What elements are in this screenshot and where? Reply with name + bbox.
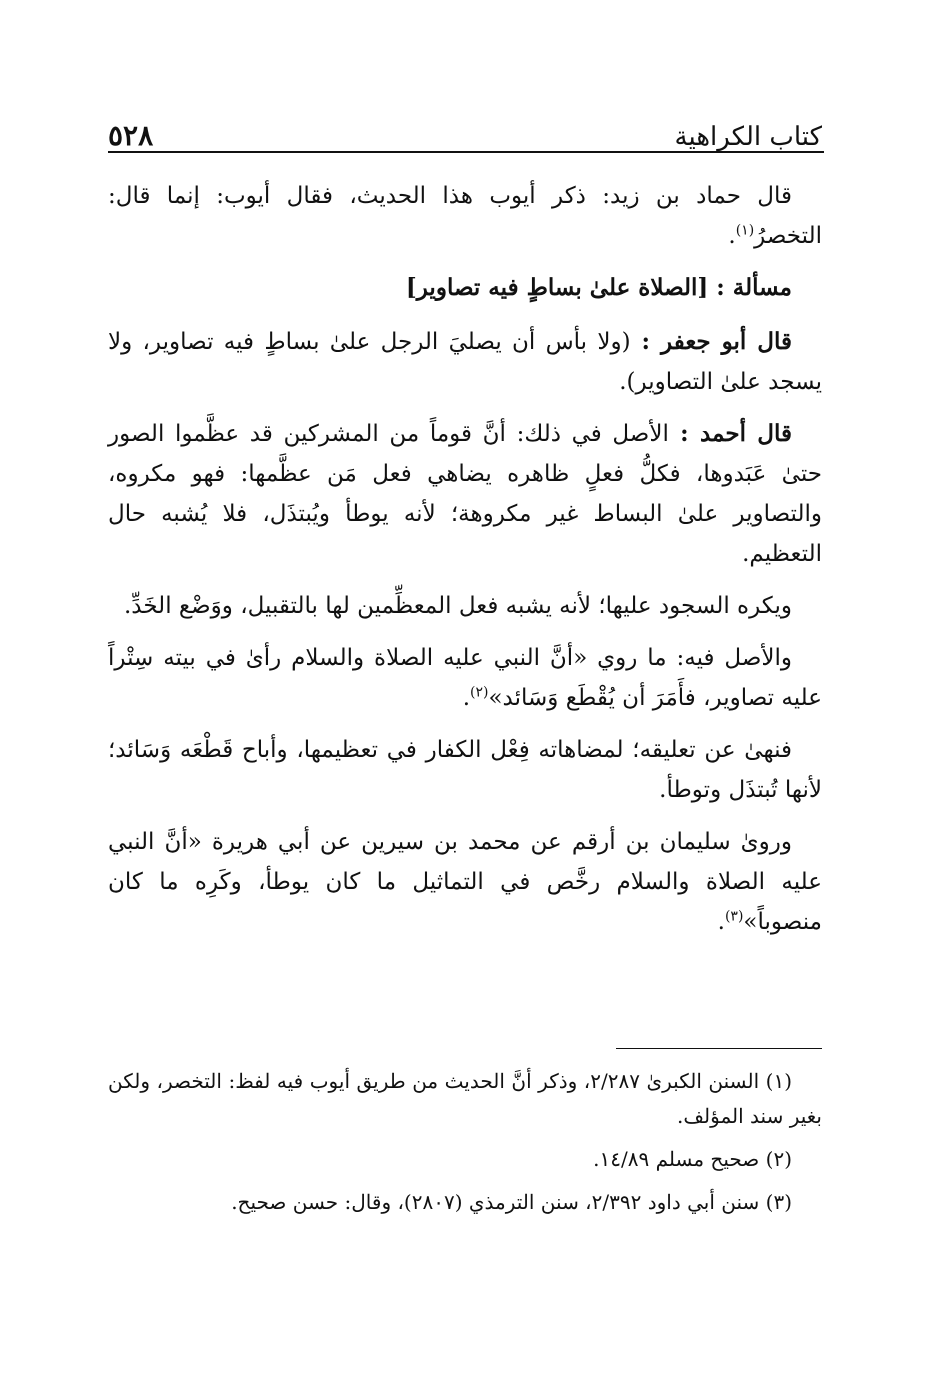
paragraph-2 [108, 322, 822, 402]
section-heading [108, 268, 822, 308]
paragraph-3 [108, 414, 822, 574]
page-header [108, 112, 822, 152]
header-rule [108, 151, 824, 153]
paragraph-5-text: والأصل فيه: ما روي «أنَّ النبي عليه الصلاة والسلام رأىٰ في بيته سِتْراً عليه تصاوير، فأَمَرَ أن يُقْطَع وَسَائد» [108, 645, 822, 711]
paragraph-2-lead: قال أبو جعفر : [630, 328, 793, 355]
footnote-3: (٣) سنن أبي داود ٢/٣٩٢، سنن الترمذي (٢٨٠٧)، وقال: حسن صحيح. [231, 1190, 792, 1214]
footnote-ref-3[interactable]: (٣) [724, 908, 744, 925]
heading-label: مسألة : [708, 274, 792, 301]
paragraph-4 [108, 586, 822, 626]
paragraph-2-text: (ولا بأس أن يصليَ الرجل علىٰ بساطٍ فيه تصاوير، ولا يسجد علىٰ التصاوير). [108, 329, 822, 395]
paragraph-4-text: ويكره السجود عليها؛ لأنه يشبه فعل المعظِّمين لها بالتقبيل، ووَضْع الخَدِّ. [123, 593, 792, 619]
paragraph-3-text: الأصل في ذلك: أنَّ قوماً من المشركين قد عظَّموا الصور حتىٰ عَبَدوها، فكلُّ فعلٍ ظاهره يضاهي فعل مَن عظَّمها: فهو مكروه، والتصاوير علىٰ البساط غير مكروهة؛ لأنه يوطأ ويُبتذَل، فلا يُشبه حال التعظيم. [108, 421, 822, 567]
running-title: كتاب الكراهية [674, 122, 822, 152]
footnote-2: (٢) صحيح مسلم ١٤/٨٩. [593, 1147, 792, 1171]
paragraph-5 [108, 638, 822, 718]
paragraph-1-text: قال حماد بن زيد: ذكر أيوب هذا الحديث، فقال أيوب: إنما قال: التخصرُ [108, 183, 822, 249]
paragraph-7-end: . [717, 909, 725, 935]
page-number: ٥٢٨ [108, 119, 154, 152]
footnote-separator [616, 1048, 822, 1049]
footnote-ref-2[interactable]: (٢) [470, 684, 489, 701]
paragraph-7-text: ورویٰ سليمان بن أرقم عن محمد بن سيرين عن أبي هريرة «أنَّ النبي عليه الصلاة والسلام رخَّص في التماثيل ما كان يوطأ، وكَرِه ما كان منصوباً» [108, 829, 822, 935]
footnote-1: (١) السنن الكبرىٰ ٢/٢٨٧، وذكر أنَّ الحديث من طريق أيوب فيه لفظ: التخصر، ولكن بغير سند المؤلف. [108, 1069, 822, 1128]
paragraph-3-lead: قال أحمد : [668, 420, 792, 447]
paragraph-1 [108, 176, 822, 256]
paragraph-6-text: فنهىٰ عن تعليقه؛ لمضاهاته فِعْل الكفار في تعظيمها، وأباح قَطْعَه وَسَائد؛ لأنها تُبتذَل وتوطأ. [108, 737, 822, 803]
paragraph-1-end: . [728, 223, 736, 249]
main-text [108, 176, 822, 954]
paragraph-5-end: . [462, 685, 471, 711]
paragraph-7 [108, 822, 822, 942]
heading-title: [الصلاة علىٰ بساطٍ فيه تصاوير] [405, 274, 709, 301]
paragraph-6 [108, 730, 822, 810]
footnotes [108, 1064, 822, 1228]
footnote-ref-1[interactable]: (١) [735, 222, 755, 239]
